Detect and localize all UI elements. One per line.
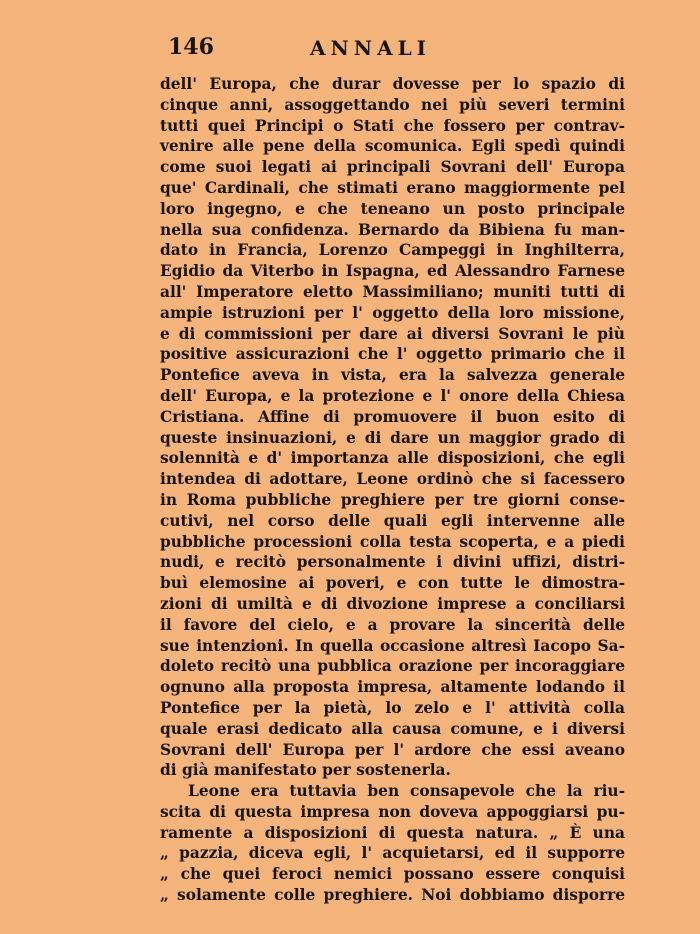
text-line: „ pazzia, diceva egli, l' acquietarsi, ed il supporre <box>160 844 625 863</box>
text-line: ampie istruzioni per l' oggetto della loro missione, <box>160 303 625 322</box>
text-line: queste insinuazioni, e di dare un maggior grado di <box>160 428 625 447</box>
text-line: „ che quei feroci nemici possano essere conquisi <box>160 865 625 884</box>
text-line: sue intenzioni. In quella occasione altresì Iacopo Sa- <box>160 636 625 655</box>
text-line: loro ingegno, e che teneano un posto principale <box>160 199 625 218</box>
page-number: 146 <box>168 34 214 60</box>
text-line: cutivi, nel corso delle quali egli intervenne alle <box>160 511 625 530</box>
text-line: dell' Europa, che durar dovesse per lo spazio di <box>160 75 625 93</box>
running-head: ANNALI <box>310 36 432 60</box>
text-line: nella sua confidenza. Bernardo da Bibiena fu man- <box>160 220 625 239</box>
text-line: doleto recitò una pubblica orazione per incoraggiare <box>160 657 625 676</box>
text-line: Leone era tuttavia ben consapevole che la riu- <box>188 782 625 801</box>
text-line: ognuno alla proposta impresa, altamente lodando il <box>160 678 625 697</box>
text-line: Egidio da Viterbo in Ispagna, ed Alessandro Farnese <box>160 262 625 281</box>
text-line: quale erasi dedicato alla causa comune, e i diversi <box>160 719 625 738</box>
body-text <box>160 74 625 906</box>
text-line: tutti quei Principi o Stati che fossero per contrav- <box>160 116 625 135</box>
text-line: nudi, e recitò personalmente i divini uffizi, distri- <box>160 553 625 572</box>
text-line: buì elemosine ai poveri, e con tutte le dimostra- <box>160 574 625 593</box>
text-line: solennità e d' importanza alle disposizioni, che egli <box>160 449 625 468</box>
text-line: „ solamente colle preghiere. Noi dobbiamo disporre <box>160 886 625 905</box>
text-line: cinque anni, assoggettando nei più severi termini <box>160 95 625 114</box>
text-line: venire alle pene della scomunica. Egli spedì quindi <box>160 137 625 156</box>
text-line: in Roma pubbliche preghiere per tre giorni conse- <box>160 490 625 509</box>
text-line: Cristiana. Affine di promuovere il buon esito di <box>160 407 625 426</box>
text-line: zioni di umiltà e di divozione imprese a conciliarsi <box>160 594 625 613</box>
text-line: dell' Europa, e la protezione e l' onore della Chiesa <box>160 386 625 405</box>
text-line: intendea di adottare, Leone ordinò che si facessero <box>160 470 625 489</box>
text-line: Pontefice aveva in vista, era la salvezza generale <box>160 366 625 385</box>
text-line: Sovrani dell' Europa per l' ardore che essi aveano <box>160 740 625 759</box>
text-line: dato in Francia, Lorenzo Campeggi in Inghilterra, <box>160 241 625 260</box>
text-line: pubbliche processioni colla testa scoperta, e a piedi <box>160 532 625 551</box>
text-line: e di commissioni per dare ai diversi Sovrani le più <box>160 324 625 343</box>
text-line: di già manifestato per sostenerla. <box>160 761 451 780</box>
text-line: scita di questa impresa non doveva appoggiarsi pu- <box>160 802 625 821</box>
text-line: il favore del cielo, e a provare la sincerità delle <box>160 615 625 634</box>
text-line: come suoi legati ai principali Sovrani dell' Europa <box>160 158 625 177</box>
text-line: que' Cardinali, che stimati erano maggiormente pel <box>160 178 625 197</box>
page-header <box>160 34 625 62</box>
text-line: ramente a disposizioni di questa natura. „ È una <box>160 823 625 842</box>
text-line: positive assicurazioni che l' oggetto primario che il <box>160 345 625 364</box>
text-line: all' Imperatore eletto Massimiliano; muniti tutti di <box>160 282 625 301</box>
text-line: Pontefice per la pietà, lo zelo e l' attività colla <box>160 698 625 717</box>
